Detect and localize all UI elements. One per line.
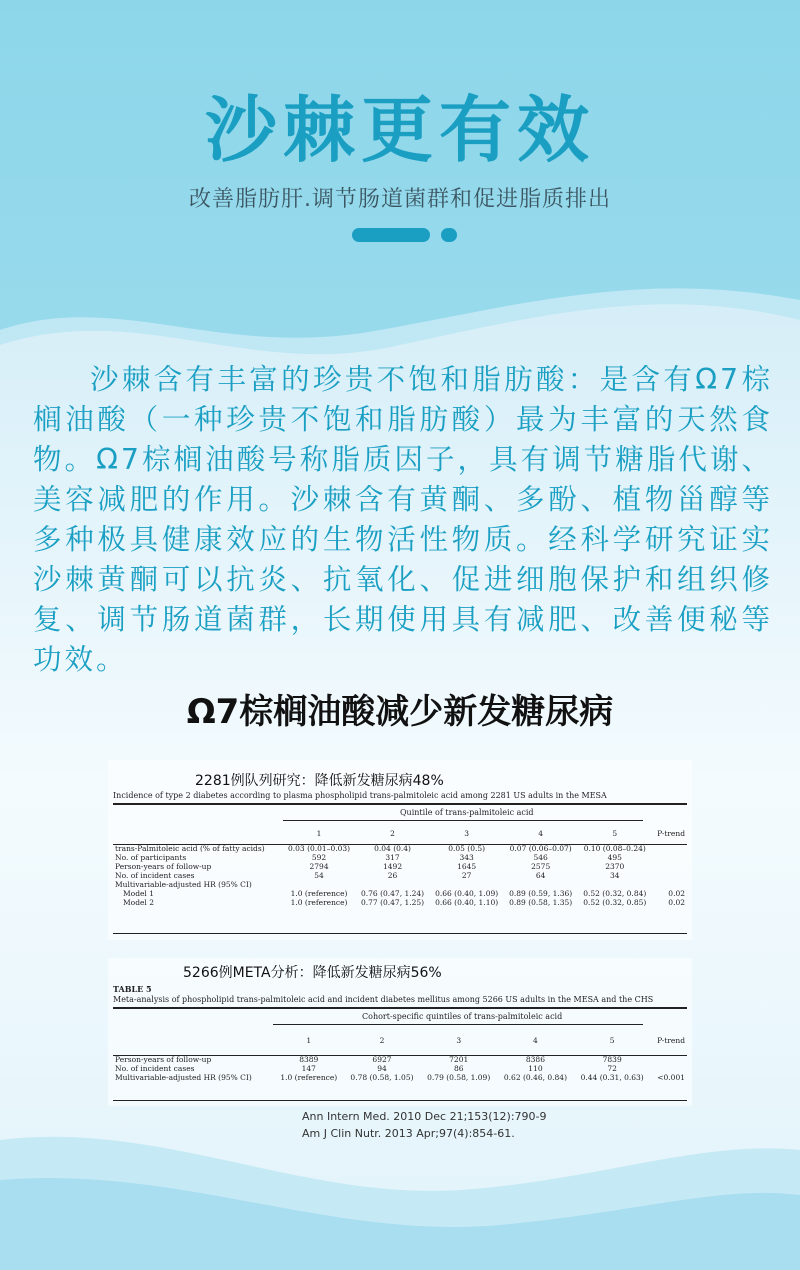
table-header: 5 <box>609 1036 615 1045</box>
table-cell: 1.0 (reference) <box>290 889 348 898</box>
study1-table-title: Incidence of type 2 diabetes according to plasma phospholipid trans-palmitoleic acid among 2281 US adults in the MESA <box>113 791 607 800</box>
table-header: 4 <box>533 1036 538 1045</box>
table-cell: 0.03 (0.01–0.03) <box>288 844 351 853</box>
table-row <box>113 1055 687 1064</box>
page-title: 沙棘更有效 <box>204 88 595 172</box>
table-cell: 7201 <box>449 1055 469 1064</box>
table-cell: Model 2 <box>123 898 154 907</box>
table-cell: 317 <box>385 853 400 862</box>
table-cell: No. of participants <box>115 853 187 862</box>
table-header: P-trend <box>657 829 685 838</box>
body-paragraph: 沙棘含有丰富的珍贵不饱和脂肪酸：是含有Ω7棕榈油酸（一种珍贵不饱和脂肪酸）最为丰富的天然食物。Ω7棕榈油酸号称脂质因子，具有调节糖脂代谢、美容减肥的作用。沙棘含有黄酮、多酚、植物甾醇等多种极具健康效应的生物活性物质。经科学研究证实沙棘黄酮可以抗炎、抗氧化、促进细胞保护和组织修复、调节肠道菌群，长期使用具有减肥、改善便秘等功效。 <box>33 363 773 676</box>
table-rule <box>273 1024 643 1025</box>
reference-item: Ann Intern Med. 2010 Dec 21;153(12):790-9 <box>302 1110 547 1123</box>
table-row <box>113 862 687 871</box>
table-rule <box>283 820 643 821</box>
table-cell: 0.10 (0.08–0.24) <box>583 844 646 853</box>
table-cell: 0.07 (0.06–0.07) <box>509 844 572 853</box>
study2-table <box>113 1036 687 1082</box>
table-rule <box>113 844 687 845</box>
page-subtitle: 改善脂肪肝.调节肠道菌群和促进脂质排出 <box>189 187 611 212</box>
table-cell <box>356 880 430 889</box>
table-cell: 1.0 (reference) <box>290 898 348 907</box>
table-header: 3 <box>464 829 470 838</box>
table-cell: 1645 <box>457 862 477 871</box>
table-cell: 0.52 (0.32, 0.85) <box>583 898 647 907</box>
table-cell <box>652 880 687 889</box>
table-header: 3 <box>456 1036 462 1045</box>
table-cell: 7839 <box>602 1055 622 1064</box>
table-cell: 0.79 (0.58, 1.09) <box>427 1073 491 1082</box>
study1-caption: 2281例队列研究：降低新发糖尿病48% <box>195 773 444 789</box>
table-cell: Model 1 <box>123 889 154 898</box>
table-header: 1 <box>316 829 322 838</box>
table-cell <box>430 880 504 889</box>
table-cell: 147 <box>301 1064 316 1073</box>
table-cell: 64 <box>535 871 546 880</box>
table-cell: 0.52 (0.32, 0.84) <box>583 889 647 898</box>
study2-group-header: Cohort-specific quintiles of trans-palmitoleic acid <box>362 1012 563 1021</box>
table-cell: 592 <box>311 853 327 862</box>
table-header: 1 <box>306 1036 312 1045</box>
table-cell: 8389 <box>299 1055 319 1064</box>
table-cell: 94 <box>377 1064 387 1073</box>
table-cell: 2794 <box>309 862 329 871</box>
table-cell: No. of incident cases <box>115 1064 195 1073</box>
table-cell: 0.66 (0.40, 1.10) <box>435 898 499 907</box>
table-cell: 0.62 (0.46, 0.84) <box>503 1073 567 1082</box>
table-cell: 0.02 <box>668 898 685 907</box>
table-cell: Person-years of follow-up <box>115 862 212 871</box>
table-cell <box>504 880 578 889</box>
table-row <box>113 1064 687 1073</box>
table-cell: 110 <box>528 1064 543 1073</box>
table-cell <box>652 844 687 853</box>
table-rule <box>113 803 687 805</box>
table-cell <box>652 853 687 862</box>
table-cell: 6927 <box>372 1055 392 1064</box>
table-cell: 54 <box>314 871 324 880</box>
table-cell: <0.001 <box>657 1073 685 1082</box>
table-cell: 86 <box>453 1064 464 1073</box>
study1-table <box>113 829 687 907</box>
section-title: Ω7棕榈油酸减少新发糖尿病 <box>186 692 614 732</box>
table-cell: 34 <box>609 871 620 880</box>
table-header-row <box>113 1036 687 1045</box>
decorative-bar <box>352 228 430 242</box>
table-cell: Multivariable-adjusted HR (95% CI) <box>115 1073 252 1082</box>
table-cell: 0.78 (0.58, 1.05) <box>350 1073 414 1082</box>
table-header: 5 <box>612 829 618 838</box>
table-header <box>113 1036 274 1045</box>
table-cell: 2370 <box>605 862 625 871</box>
table-cell: 1.0 (reference) <box>280 1073 338 1082</box>
table-cell: Multivariable-adjusted HR (95% CI) <box>115 880 252 889</box>
table-cell: 0.04 (0.4) <box>374 844 411 853</box>
table-rule <box>113 1100 687 1101</box>
table-cell <box>651 1064 687 1073</box>
table-cell: 26 <box>387 871 398 880</box>
table-cell: 0.89 (0.59, 1.36) <box>509 889 573 898</box>
table-cell: 0.02 <box>668 889 685 898</box>
table-row <box>113 889 687 898</box>
table-row <box>113 871 687 880</box>
table-rule <box>113 933 687 934</box>
table-cell: trans-Palmitoleic acid (% of fatty acids) <box>115 844 265 853</box>
table-cell: Person-years of follow-up <box>115 1055 212 1064</box>
study1-group-header: Quintile of trans-palmitoleic acid <box>400 808 534 817</box>
table-cell: 72 <box>607 1064 617 1073</box>
table-cell: 0.44 (0.31, 0.63) <box>580 1073 644 1082</box>
table-cell: 8386 <box>525 1055 545 1064</box>
table-header <box>113 829 283 838</box>
table-row <box>113 880 687 889</box>
table-cell: 2575 <box>531 862 551 871</box>
reference-item: Am J Clin Nutr. 2013 Apr;97(4):854-61. <box>302 1127 515 1140</box>
table-header: P-trend <box>657 1036 685 1045</box>
table-header: 2 <box>390 829 395 838</box>
table-cell: 0.89 (0.58, 1.35) <box>509 898 573 907</box>
table-cell: 1492 <box>383 862 403 871</box>
table-row <box>113 853 687 862</box>
table-row <box>113 844 687 853</box>
table-cell: No. of incident cases <box>115 871 195 880</box>
study2-caption: 5266例META分析：降低新发糖尿病56% <box>183 965 442 981</box>
table-cell: 0.77 (0.47, 1.25) <box>361 898 425 907</box>
table-cell <box>578 880 652 889</box>
table-header-row <box>113 829 687 838</box>
references <box>302 1108 547 1142</box>
table-cell: 495 <box>607 853 622 862</box>
table-row <box>113 1073 687 1082</box>
table-cell <box>652 871 687 880</box>
table-cell <box>283 880 356 889</box>
table-cell: 0.05 (0.5) <box>448 844 486 853</box>
table-cell: 0.76 (0.47, 1.24) <box>361 889 425 898</box>
table-header: 2 <box>379 1036 385 1045</box>
decorative-dot <box>441 228 457 242</box>
study2-table-label: TABLE 5 <box>113 984 152 994</box>
study2-table-title: Meta-analysis of phospholipid trans-palmitoleic acid and incident diabetes mellitus among 5266 US adults in the MESA and the CHS <box>113 995 654 1004</box>
table-cell: 0.66 (0.40, 1.09) <box>435 889 499 898</box>
table-cell: 343 <box>459 853 474 862</box>
table-cell <box>651 1055 687 1064</box>
table-row <box>113 898 687 907</box>
table-cell: 546 <box>533 853 548 862</box>
table-header: 4 <box>538 829 544 838</box>
table-cell: 27 <box>461 871 472 880</box>
table-rule <box>113 1007 687 1009</box>
table-cell <box>652 862 687 871</box>
table-rule <box>113 1055 687 1056</box>
